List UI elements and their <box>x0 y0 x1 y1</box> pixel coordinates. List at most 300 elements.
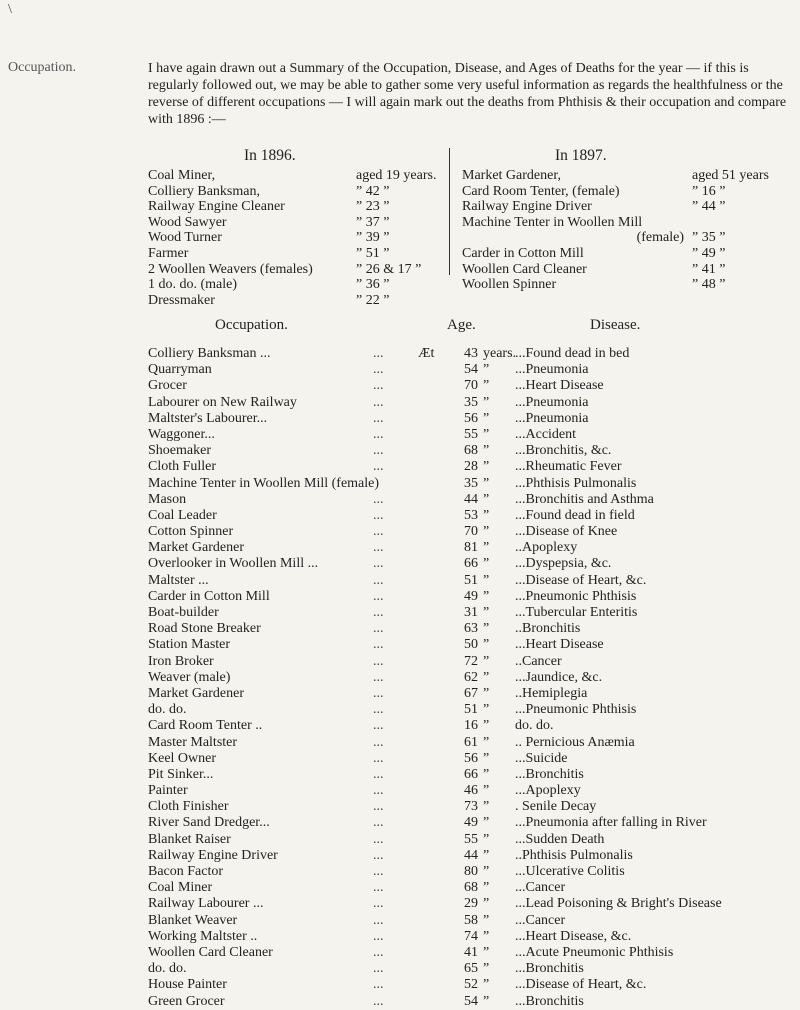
disease-cell: ...Cancer <box>515 912 566 928</box>
table-row <box>148 573 800 589</box>
occupation-label: Railway Engine Cleaner <box>148 199 285 215</box>
leader-dots: ... <box>373 507 384 523</box>
table-row <box>148 654 800 670</box>
occupation-cell: Pit Sinker... <box>148 766 214 782</box>
years-label: ” <box>483 491 490 507</box>
list-item <box>148 168 448 184</box>
occupation-cell: Colliery Banksman ... <box>148 346 271 361</box>
age-cell: 63 <box>464 621 478 637</box>
age-cell: 66 <box>464 766 478 782</box>
right-year-heading: In 1897. <box>555 147 607 164</box>
table-row <box>148 508 800 524</box>
leader-dots: ... <box>373 491 384 507</box>
disease-cell: ...Pneumonic Phthisis <box>515 588 637 604</box>
years-label: ” <box>483 831 490 847</box>
table-row <box>148 718 800 734</box>
list-item <box>462 246 800 262</box>
years-label: ” <box>483 928 490 944</box>
disease-cell: ..Phthisis Pulmonalis <box>515 847 633 863</box>
table-row <box>148 459 800 475</box>
disease-cell: ...Disease of Knee <box>515 524 618 540</box>
table-row <box>148 427 800 443</box>
occupation-label: Wood Sawyer <box>148 214 227 230</box>
leader-dots: ... <box>373 410 384 426</box>
disease-cell: . Senile Decay <box>515 799 597 815</box>
years-label: ” <box>483 766 490 782</box>
age-cell: 53 <box>464 507 478 523</box>
occupation-label: Woollen Card Cleaner <box>462 261 587 277</box>
occupation-cell: do. do. <box>148 961 187 977</box>
table-row <box>148 735 800 751</box>
occupation-cell: Boat-builder <box>148 605 219 620</box>
occupation-cell: Woollen Card Cleaner <box>148 944 273 960</box>
leader-dots: ... <box>373 524 384 540</box>
age-cell: 16 <box>464 718 478 734</box>
occupation-cell: Card Room Tenter .. <box>148 718 263 734</box>
leader-dots: ... <box>373 880 384 896</box>
leader-dots: ... <box>373 847 384 863</box>
disease-cell: ...Bronchitis <box>515 766 584 782</box>
table-row <box>148 896 800 912</box>
years-label: ” <box>483 475 490 491</box>
years-label: ” <box>483 572 490 588</box>
years-label: ” <box>483 362 490 378</box>
occupation-cell: Keel Owner <box>148 750 217 766</box>
occupation-cell: Machine Tenter in Woollen Mill (female) <box>148 475 380 491</box>
age-cell: 70 <box>464 378 478 394</box>
table-row <box>148 492 800 508</box>
leader-dots: ... <box>373 362 384 378</box>
age-cell: 56 <box>464 750 478 766</box>
years-label: ” <box>483 556 490 572</box>
occupation-label: Colliery Banksman, <box>148 183 260 199</box>
table-row <box>148 783 800 799</box>
disease-cell: ..Apoplexy <box>515 540 578 556</box>
occupation-cell: Labourer on New Railway <box>148 394 297 410</box>
occupation-cell: Station Master <box>148 637 231 653</box>
disease-cell: ...Rheumatic Fever <box>515 459 622 475</box>
occupation-cell: Cloth Fuller <box>148 459 217 475</box>
age-cell: 44 <box>464 491 478 507</box>
table-row <box>148 961 800 977</box>
disease-cell: ...Dyspepsia, &c. <box>515 556 612 572</box>
table-row <box>148 929 800 945</box>
years-label: ” <box>483 410 490 426</box>
disease-cell: ...Disease of Heart, &c. <box>515 977 647 993</box>
age-value: ” 16 ” <box>692 183 726 199</box>
deaths-1896-list <box>148 168 448 308</box>
age-cell: 29 <box>464 896 478 912</box>
age-cell: 49 <box>464 588 478 604</box>
leader-dots: ... <box>373 605 384 620</box>
years-label: ” <box>483 783 490 799</box>
list-item <box>462 277 800 293</box>
years-label: ” <box>483 977 490 993</box>
age-cell: 62 <box>464 669 478 685</box>
age-prefix: Æt <box>418 346 435 361</box>
occupation-cell: Master Maltster <box>148 734 238 750</box>
occupation-label: Market Gardener, <box>462 168 561 183</box>
table-row <box>148 799 800 815</box>
occupation-cell: Coal Miner <box>148 880 213 896</box>
leader-dots: ... <box>373 799 384 815</box>
occupation-label: Card Room Tenter, (female) <box>462 183 620 199</box>
occupation-cell: Market Gardener <box>148 685 245 701</box>
leader-dots: ... <box>373 443 384 459</box>
occupation-cell: Iron Broker <box>148 653 214 669</box>
leader-dots: ... <box>373 540 384 556</box>
disease-cell: ...Bronchitis <box>515 961 584 977</box>
occupation-cell: Railway Engine Driver <box>148 847 278 863</box>
table-row <box>148 686 800 702</box>
table-row <box>148 411 800 427</box>
disease-cell: ...Suicide <box>515 750 568 766</box>
occupation-cell: Bacon Factor <box>148 864 224 879</box>
occupation-cell: Shoemaker <box>148 443 211 459</box>
table-row <box>148 994 800 1010</box>
table-row <box>148 864 800 880</box>
years-label: ” <box>483 588 490 604</box>
occupation-cell: Cotton Spinner <box>148 524 234 540</box>
age-cell: 55 <box>464 831 478 847</box>
age-cell: 61 <box>464 734 478 750</box>
list-item <box>462 262 800 278</box>
age-cell: 81 <box>464 540 478 556</box>
leader-dots: ... <box>373 912 384 928</box>
table-row <box>148 540 800 556</box>
disease-cell: ...Found dead in bed <box>515 346 630 361</box>
leader-dots: ... <box>373 426 384 442</box>
table-row <box>148 476 800 492</box>
occupation-label: Coal Miner, <box>148 168 216 183</box>
disease-cell: ...Phthisis Pulmonalis <box>515 475 637 491</box>
disease-cell: ...Heart Disease <box>515 378 604 394</box>
age-cell: 73 <box>464 799 478 815</box>
age-value: aged 51 years <box>692 168 769 183</box>
disease-cell: ...Heart Disease <box>515 637 604 653</box>
table-row <box>148 443 800 459</box>
age-value: ” 51 ” <box>356 245 390 261</box>
age-cell: 66 <box>464 556 478 572</box>
margin-label: Occupation. <box>8 60 77 75</box>
disease-cell: ...Found dead in field <box>515 507 635 523</box>
occupation-cell: Weaver (male) <box>148 669 231 685</box>
leader-dots: ... <box>373 669 384 685</box>
occupation-cell: Blanket Raiser <box>148 831 231 847</box>
age-value: ” 44 ” <box>692 199 726 215</box>
years-label: ” <box>483 524 490 540</box>
occupation-cell: Waggoner... <box>148 426 215 442</box>
table-row <box>148 945 800 961</box>
leader-dots: ... <box>373 831 384 847</box>
years-label: ” <box>483 993 490 1009</box>
years-label: ” <box>483 443 490 459</box>
years-label: ” <box>483 540 490 556</box>
disease-cell: ...Bronchitis, &c. <box>515 443 612 459</box>
list-item <box>148 277 448 293</box>
disease-cell: ...Pneumonia <box>515 394 589 410</box>
years-label: ” <box>483 426 490 442</box>
age-cell: 50 <box>464 637 478 653</box>
disease-cell: ..Hemiplegia <box>515 685 588 701</box>
occupation-cell: Maltster's Labourer... <box>148 410 268 426</box>
disease-cell: ...Ulcerative Colitis <box>515 864 625 879</box>
age-cell: 46 <box>464 783 478 799</box>
occupation-cell: River Sand Dredger... <box>148 815 270 831</box>
occupation-cell: Overlooker in Woollen Mill ... <box>148 556 319 572</box>
table-row <box>148 362 800 378</box>
header-age: Age. <box>447 317 476 333</box>
intro-paragraph: I have again drawn out a Summary of the Occupation, Disease, and Ages of Deaths for the year — if this is regularly followed out, we may be able to gather some very useful information as regards the healthfulness or the reverse of different occupations — I will again mark out the deaths from Phthisis & their occupation and compare with 1896 :— <box>148 61 787 127</box>
age-value: ” 42 ” <box>356 183 390 199</box>
years-label: ” <box>483 637 490 653</box>
list-item <box>148 230 448 246</box>
leader-dots: ... <box>373 637 384 653</box>
header-disease: Disease. <box>590 317 641 333</box>
years-label: ” <box>483 621 490 637</box>
table-row <box>148 621 800 637</box>
occupation-cell: Working Maltster .. <box>148 928 258 944</box>
age-cell: 65 <box>464 961 478 977</box>
occupation-cell: Coal Leader <box>148 507 217 523</box>
age-value: ” 41 ” <box>692 261 726 277</box>
disease-cell: ...Acute Pneumonic Phthisis <box>515 944 674 960</box>
leader-dots: ... <box>373 572 384 588</box>
table-row <box>148 637 800 653</box>
age-value: ” 26 & 17 ” <box>356 261 422 277</box>
age-cell: 35 <box>464 475 478 491</box>
disease-cell: ..Bronchitis <box>515 621 581 637</box>
list-item <box>148 293 448 309</box>
table-row <box>148 977 800 993</box>
years-label: ” <box>483 847 490 863</box>
age-cell: 31 <box>464 605 478 620</box>
years-label: ” <box>483 944 490 960</box>
table-row <box>148 395 800 411</box>
age-cell: 44 <box>464 847 478 863</box>
leader-dots: ... <box>373 459 384 475</box>
age-cell: 74 <box>464 928 478 944</box>
occupation-label: Machine Tenter in Woollen Mill <box>462 214 643 230</box>
list-item <box>148 199 448 215</box>
years-label: ” <box>483 685 490 701</box>
occupation-cell: Grocer <box>148 378 187 394</box>
age-value: ” 39 ” <box>356 230 390 246</box>
leader-dots: ... <box>373 896 384 912</box>
years-label: ” <box>483 961 490 977</box>
age-value: ” 37 ” <box>356 214 390 230</box>
list-item <box>462 230 800 246</box>
leader-dots: ... <box>373 766 384 782</box>
disease-cell: ...Accident <box>515 426 577 442</box>
deaths-table <box>148 346 800 1010</box>
age-cell: 43 <box>464 346 478 361</box>
leader-dots: ... <box>373 702 384 718</box>
disease-cell: ...Bronchitis and Asthma <box>515 491 654 507</box>
years-label: ” <box>483 718 490 734</box>
age-cell: 58 <box>464 912 478 928</box>
years-label: ” <box>483 702 490 718</box>
table-row <box>148 556 800 572</box>
list-item <box>148 246 448 262</box>
leader-dots: ... <box>373 734 384 750</box>
disease-cell: ...Pneumonia <box>515 362 589 378</box>
table-row <box>148 815 800 831</box>
age-cell: 56 <box>464 410 478 426</box>
disease-cell: do. do. <box>515 718 554 734</box>
occupation-cell: Cloth Finisher <box>148 799 229 815</box>
corner-mark: \ <box>8 2 12 17</box>
disease-cell: ...Pneumonia after falling in River <box>515 815 707 831</box>
occupation-cell: Blanket Weaver <box>148 912 238 928</box>
occupation-cell: Quarryman <box>148 362 212 378</box>
occupation-label: Farmer <box>148 245 189 261</box>
years-label: ” <box>483 669 490 685</box>
list-item <box>462 215 800 231</box>
occupation-label: Dressmaker <box>148 292 215 308</box>
age-cell: 67 <box>464 685 478 701</box>
years-label: ” <box>483 653 490 669</box>
list-item <box>148 262 448 278</box>
leader-dots: ... <box>373 685 384 701</box>
age-value: ” 23 ” <box>356 199 390 215</box>
years-label: ” <box>483 378 490 394</box>
occupation-label: 2 Woollen Weavers (females) <box>148 261 313 277</box>
table-row <box>148 524 800 540</box>
occupation-cell: House Painter <box>148 977 227 993</box>
header-occupation: Occupation. <box>215 317 288 333</box>
leader-dots: ... <box>373 783 384 799</box>
disease-cell: ...Jaundice, &c. <box>515 669 603 685</box>
leader-dots: ... <box>373 864 384 879</box>
age-value: aged 19 years. <box>356 168 437 183</box>
age-cell: 28 <box>464 459 478 475</box>
age-cell: 35 <box>464 394 478 410</box>
age-cell: 68 <box>464 880 478 896</box>
occupation-cell: Market Gardener <box>148 540 245 556</box>
occupation-cell: Painter <box>148 783 188 799</box>
table-row <box>148 880 800 896</box>
table-row <box>148 702 800 718</box>
leader-dots: ... <box>373 346 384 361</box>
occupation-cell: Maltster ... <box>148 572 209 588</box>
years-label: ” <box>483 912 490 928</box>
occupation-label: Railway Engine Driver <box>462 199 592 215</box>
occupation-cell: Green Grocer <box>148 993 225 1009</box>
leader-dots: ... <box>373 944 384 960</box>
leader-dots: ... <box>373 961 384 977</box>
table-row <box>148 670 800 686</box>
disease-cell: ...Tubercular Enteritis <box>515 605 638 620</box>
table-row <box>148 767 800 783</box>
age-value: ” 22 ” <box>356 292 390 308</box>
disease-cell: ...Cancer <box>515 880 566 896</box>
occupation-label: Woollen Spinner <box>462 277 557 293</box>
years-label: ” <box>483 750 490 766</box>
disease-cell: ...Pneumonia <box>515 410 589 426</box>
occupation-cell: Mason <box>148 491 187 507</box>
disease-cell: ...Sudden Death <box>515 831 605 847</box>
age-cell: 52 <box>464 977 478 993</box>
occupation-label: (female) <box>636 230 684 246</box>
occupation-cell: do. do. <box>148 702 187 718</box>
table-row <box>148 589 800 605</box>
years-label: ” <box>483 799 490 815</box>
list-item <box>148 215 448 231</box>
list-item <box>462 168 800 184</box>
age-cell: 70 <box>464 524 478 540</box>
table-row <box>148 605 800 621</box>
age-cell: 68 <box>464 443 478 459</box>
deaths-1897-list <box>462 168 800 293</box>
table-row <box>148 848 800 864</box>
leader-dots: ... <box>373 815 384 831</box>
leader-dots: ... <box>373 653 384 669</box>
disease-cell: ...Heart Disease, &c. <box>515 928 632 944</box>
years-label: ” <box>483 734 490 750</box>
disease-cell: ...Apoplexy <box>515 783 581 799</box>
age-value: ” 36 ” <box>356 277 390 293</box>
list-item <box>148 184 448 200</box>
table-row <box>148 378 800 394</box>
table-row <box>148 751 800 767</box>
years-label: ” <box>483 880 490 896</box>
age-cell: 51 <box>464 702 478 718</box>
years-label: ” <box>483 459 490 475</box>
years-label: ” <box>483 896 490 912</box>
disease-cell: ...Lead Poisoning & Bright's Disease <box>515 896 722 912</box>
list-item <box>462 199 800 215</box>
disease-cell: ...Disease of Heart, &c. <box>515 572 647 588</box>
age-cell: 72 <box>464 653 478 669</box>
left-year-heading: In 1896. <box>244 147 296 164</box>
list-item <box>462 184 800 200</box>
occupation-cell: Road Stone Breaker <box>148 621 261 637</box>
occupation-cell: Carder in Cotton Mill <box>148 588 270 604</box>
years-label: ” <box>483 605 490 620</box>
leader-dots: ... <box>373 718 384 734</box>
age-cell: 54 <box>464 362 478 378</box>
occupation-label: 1 do. do. (male) <box>148 277 238 293</box>
age-cell: 41 <box>464 944 478 960</box>
years-label: ” <box>483 507 490 523</box>
column-divider <box>449 148 450 275</box>
age-cell: 49 <box>464 815 478 831</box>
occupation-cell: Railway Labourer ... <box>148 896 264 912</box>
age-value: ” 35 ” <box>692 230 726 246</box>
years-label: ” <box>483 394 490 410</box>
leader-dots: ... <box>373 621 384 637</box>
table-row <box>148 913 800 929</box>
disease-cell: ...Bronchitis <box>515 993 584 1009</box>
occupation-label: Carder in Cotton Mill <box>462 245 584 261</box>
leader-dots: ... <box>373 394 384 410</box>
years-label: ” <box>483 815 490 831</box>
disease-cell: ..Cancer <box>515 653 562 669</box>
age-value: ” 48 ” <box>692 277 726 293</box>
leader-dots: ... <box>373 977 384 993</box>
leader-dots: ... <box>373 993 384 1009</box>
age-cell: 54 <box>464 993 478 1009</box>
occupation-label: Wood Turner <box>148 230 222 246</box>
leader-dots: ... <box>373 378 384 394</box>
years-label: years. <box>483 346 517 361</box>
table-row <box>148 346 800 362</box>
age-value: ” 49 ” <box>692 245 726 261</box>
age-cell: 55 <box>464 426 478 442</box>
leader-dots: ... <box>373 588 384 604</box>
years-label: ” <box>483 864 490 879</box>
